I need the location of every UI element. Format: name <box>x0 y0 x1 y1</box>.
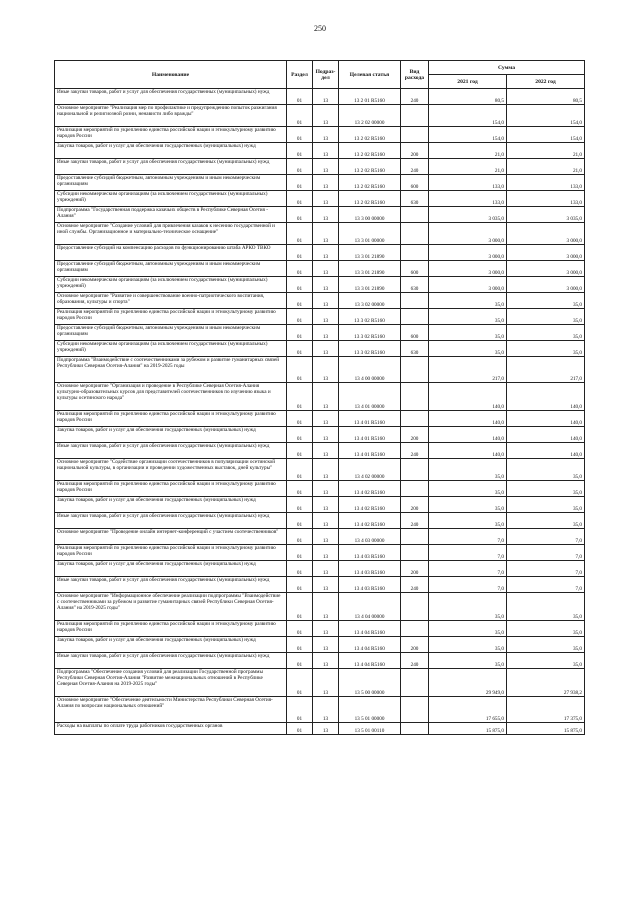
cell-name: Основное мероприятие "Информационное обеспечение реализации подпрограммы "Взаимодействие с соотечественниками за рубежом и развитие гуманитарных связей Республики Северная Осетия-Алания" на 2019-2025 годы" <box>55 593 287 621</box>
cell-s2: 35,0 <box>507 637 585 653</box>
cell-rz: 01 <box>287 127 313 143</box>
cell-s1: 154,0 <box>429 105 507 127</box>
cell-vr: 600 <box>401 261 429 277</box>
cell-s1: 3 000,0 <box>429 277 507 293</box>
cell-name: Субсидии некоммерческим организациям (за исключением государственных (муниципальных) учреждений) <box>55 341 287 357</box>
table-row <box>55 341 585 357</box>
cell-s1: 7,0 <box>429 529 507 545</box>
table-row <box>55 443 585 459</box>
cell-rz: 01 <box>287 223 313 245</box>
cell-s1: 35,0 <box>429 459 507 481</box>
cell-s1: 35,0 <box>429 293 507 309</box>
cell-rz: 01 <box>287 593 313 621</box>
cell-pr: 13 <box>313 529 339 545</box>
cell-cs: 13 2 02 R5160 <box>339 143 401 159</box>
cell-vr <box>401 105 429 127</box>
table-row <box>55 175 585 191</box>
table-row <box>55 577 585 593</box>
header-2021: 2021 год <box>429 75 507 89</box>
cell-cs: 13 5 01 00110 <box>339 723 401 735</box>
cell-s2: 35,0 <box>507 309 585 325</box>
cell-vr: 630 <box>401 277 429 293</box>
cell-name: Субсидии некоммерческим организациям (за исключением государственных (муниципальных) учреждений) <box>55 277 287 293</box>
cell-s2: 133,0 <box>507 175 585 191</box>
cell-s1: 35,0 <box>429 513 507 529</box>
cell-pr: 13 <box>313 427 339 443</box>
cell-cs: 13 4 02 R5160 <box>339 497 401 513</box>
cell-cs: 13 4 01 R5160 <box>339 427 401 443</box>
cell-vr: 200 <box>401 561 429 577</box>
cell-rz: 01 <box>287 497 313 513</box>
cell-name: Реализация мероприятий по укреплению единства российской нации и этнокультурному развитию народов России <box>55 411 287 427</box>
cell-name: Иные закупки товаров, работ и услуг для обеспечения государственных (муниципальных) нужд <box>55 513 287 529</box>
cell-s2: 3 000,0 <box>507 277 585 293</box>
cell-cs: 13 4 02 R5160 <box>339 513 401 529</box>
cell-rz: 01 <box>287 175 313 191</box>
table-row <box>55 223 585 245</box>
cell-vr <box>401 593 429 621</box>
cell-vr <box>401 481 429 497</box>
cell-s2: 140,0 <box>507 383 585 411</box>
cell-name: Основное мероприятие "Организация и проведение в Республике Северная Осетия-Алания культурно-образовательных курсов для представителей соотечественников по изучению языка и культуры осетинского народа" <box>55 383 287 411</box>
cell-pr: 13 <box>313 277 339 293</box>
cell-s2: 7,0 <box>507 529 585 545</box>
cell-s1: 3 000,0 <box>429 261 507 277</box>
cell-cs: 13 2 02 R5160 <box>339 127 401 143</box>
cell-s2: 35,0 <box>507 513 585 529</box>
table-row <box>55 127 585 143</box>
cell-pr: 13 <box>313 191 339 207</box>
cell-name: Реализация мероприятий по укреплению единства российской нации и этнокультурному развитию народов России <box>55 545 287 561</box>
cell-rz: 01 <box>287 89 313 105</box>
cell-vr <box>401 669 429 697</box>
cell-pr: 13 <box>313 357 339 383</box>
table-row <box>55 309 585 325</box>
cell-vr <box>401 309 429 325</box>
cell-cs: 13 3 01 00000 <box>339 223 401 245</box>
cell-rz: 01 <box>287 277 313 293</box>
cell-s2: 217,0 <box>507 357 585 383</box>
table-row <box>55 357 585 383</box>
cell-vr: 240 <box>401 443 429 459</box>
cell-cs: 13 2 02 00000 <box>339 105 401 127</box>
table-row <box>55 245 585 261</box>
header-razdel: Раздел <box>287 61 313 89</box>
cell-s1: 3 035,0 <box>429 207 507 223</box>
cell-s2: 35,0 <box>507 621 585 637</box>
cell-vr <box>401 697 429 723</box>
cell-s1: 35,0 <box>429 497 507 513</box>
cell-cs: 13 4 03 R5160 <box>339 545 401 561</box>
cell-rz: 01 <box>287 577 313 593</box>
cell-rz: 01 <box>287 191 313 207</box>
table-row <box>55 545 585 561</box>
cell-s2: 7,0 <box>507 577 585 593</box>
cell-cs: 13 4 01 R5160 <box>339 443 401 459</box>
cell-vr: 200 <box>401 497 429 513</box>
cell-name: Основное мероприятие "Создание условий для привлечения казаков к несению государственной и иной службы. Организационное и материально-техническое оснащение" <box>55 223 287 245</box>
cell-rz: 01 <box>287 309 313 325</box>
cell-s1: 29 949,0 <box>429 669 507 697</box>
header-vid: Вид расхода <box>401 61 429 89</box>
cell-s1: 154,0 <box>429 127 507 143</box>
cell-name: Основное мероприятие "Реализация мер по профилактике и предупреждению попыток разжигания национальной и религиозной розни, ненависти либо вражды" <box>55 105 287 127</box>
cell-vr: 240 <box>401 577 429 593</box>
cell-name: Предоставление субсидий на компенсацию расходов по функционированию штаба АРКО ТВКО <box>55 245 287 261</box>
cell-pr: 13 <box>313 309 339 325</box>
cell-pr: 13 <box>313 621 339 637</box>
cell-vr <box>401 411 429 427</box>
cell-cs: 13 2 01 R5160 <box>339 89 401 105</box>
cell-pr: 13 <box>313 293 339 309</box>
cell-pr: 13 <box>313 669 339 697</box>
table-row <box>55 105 585 127</box>
cell-name: Подпрограмма "Взаимодействие с соотечественниками за рубежом и развитие гуманитарных связей Республики Северная Осетия-Алания" на 2019-2025 годы <box>55 357 287 383</box>
table-row <box>55 207 585 223</box>
cell-cs: 13 3 01 21890 <box>339 245 401 261</box>
cell-pr: 13 <box>313 105 339 127</box>
cell-rz: 01 <box>287 513 313 529</box>
cell-s1: 7,0 <box>429 545 507 561</box>
cell-vr <box>401 383 429 411</box>
cell-name: Иные закупки товаров, работ и услуг для обеспечения государственных (муниципальных) нужд <box>55 653 287 669</box>
cell-rz: 01 <box>287 529 313 545</box>
cell-s1: 15 875,0 <box>429 723 507 735</box>
table-row <box>55 427 585 443</box>
cell-s1: 35,0 <box>429 653 507 669</box>
cell-pr: 13 <box>313 245 339 261</box>
cell-vr: 600 <box>401 325 429 341</box>
cell-pr: 13 <box>313 637 339 653</box>
cell-name: Реализация мероприятий по укреплению единства российской нации и этнокультурному развитию народов России <box>55 481 287 497</box>
cell-pr: 13 <box>313 261 339 277</box>
cell-s1: 35,0 <box>429 341 507 357</box>
cell-cs: 13 4 03 R5160 <box>339 561 401 577</box>
cell-pr: 13 <box>313 545 339 561</box>
cell-s2: 35,0 <box>507 293 585 309</box>
cell-s1: 35,0 <box>429 621 507 637</box>
cell-s1: 3 000,0 <box>429 245 507 261</box>
cell-vr: 600 <box>401 175 429 191</box>
cell-vr <box>401 293 429 309</box>
cell-cs: 13 4 04 00000 <box>339 593 401 621</box>
table-row <box>55 697 585 723</box>
cell-rz: 01 <box>287 697 313 723</box>
cell-s1: 140,0 <box>429 443 507 459</box>
cell-vr <box>401 357 429 383</box>
cell-s1: 35,0 <box>429 637 507 653</box>
cell-s1: 140,0 <box>429 427 507 443</box>
cell-name: Предоставление субсидий бюджетным, автономным учреждениям и иным некоммерческим организациям <box>55 261 287 277</box>
table-row <box>55 261 585 277</box>
cell-rz: 01 <box>287 545 313 561</box>
cell-vr <box>401 723 429 735</box>
table-row <box>55 191 585 207</box>
cell-s2: 35,0 <box>507 593 585 621</box>
cell-pr: 13 <box>313 443 339 459</box>
cell-cs: 13 3 00 00000 <box>339 207 401 223</box>
cell-s1: 17 655,0 <box>429 697 507 723</box>
cell-vr <box>401 545 429 561</box>
cell-pr: 13 <box>313 593 339 621</box>
cell-s2: 3 000,0 <box>507 245 585 261</box>
cell-pr: 13 <box>313 577 339 593</box>
cell-pr: 13 <box>313 143 339 159</box>
cell-rz: 01 <box>287 653 313 669</box>
table-row <box>55 293 585 309</box>
table-row <box>55 277 585 293</box>
cell-cs: 13 3 02 R5160 <box>339 341 401 357</box>
cell-cs: 13 4 01 00000 <box>339 383 401 411</box>
cell-s1: 133,0 <box>429 175 507 191</box>
cell-s2: 21,0 <box>507 159 585 175</box>
cell-cs: 13 5 01 00000 <box>339 697 401 723</box>
cell-cs: 13 3 02 R5160 <box>339 309 401 325</box>
header-summa: Сумма <box>429 61 585 75</box>
table-row <box>55 513 585 529</box>
cell-cs: 13 4 04 R5160 <box>339 621 401 637</box>
cell-s1: 80,5 <box>429 89 507 105</box>
cell-s1: 217,0 <box>429 357 507 383</box>
cell-vr <box>401 459 429 481</box>
cell-pr: 13 <box>313 383 339 411</box>
table-row <box>55 653 585 669</box>
cell-s2: 35,0 <box>507 653 585 669</box>
cell-name: Иные закупки товаров, работ и услуг для обеспечения государственных (муниципальных) нужд <box>55 443 287 459</box>
cell-rz: 01 <box>287 669 313 697</box>
cell-s2: 35,0 <box>507 325 585 341</box>
table-row <box>55 383 585 411</box>
cell-rz: 01 <box>287 411 313 427</box>
cell-s1: 35,0 <box>429 481 507 497</box>
cell-s1: 7,0 <box>429 561 507 577</box>
cell-rz: 01 <box>287 207 313 223</box>
cell-s2: 15 875,0 <box>507 723 585 735</box>
table-row <box>55 669 585 697</box>
cell-vr: 200 <box>401 637 429 653</box>
cell-name: Закупка товаров, работ и услуг для обеспечения государственных (муниципальных) нужд <box>55 427 287 443</box>
cell-cs: 13 4 02 R5160 <box>339 481 401 497</box>
cell-vr <box>401 223 429 245</box>
cell-rz: 01 <box>287 357 313 383</box>
cell-s1: 7,0 <box>429 577 507 593</box>
table-row <box>55 593 585 621</box>
table-row <box>55 529 585 545</box>
table-row <box>55 325 585 341</box>
cell-name: Основное мероприятие "Содействие организации соотечественников в популяризации осетинской национальной культуры, в организации и проведении художественных выставок, дней культуры" <box>55 459 287 481</box>
cell-vr: 200 <box>401 427 429 443</box>
cell-rz: 01 <box>287 143 313 159</box>
cell-rz: 01 <box>287 459 313 481</box>
cell-rz: 01 <box>287 341 313 357</box>
cell-vr: 240 <box>401 159 429 175</box>
table-row <box>55 159 585 175</box>
cell-name: Иные закупки товаров, работ и услуг для обеспечения государственных (муниципальных) нужд <box>55 577 287 593</box>
header-name: Наименование <box>55 61 287 89</box>
cell-rz: 01 <box>287 637 313 653</box>
cell-rz: 01 <box>287 621 313 637</box>
cell-cs: 13 4 03 R5160 <box>339 577 401 593</box>
cell-s2: 35,0 <box>507 341 585 357</box>
table-row <box>55 89 585 105</box>
cell-cs: 13 4 03 00000 <box>339 529 401 545</box>
cell-s2: 154,0 <box>507 105 585 127</box>
cell-s1: 35,0 <box>429 309 507 325</box>
cell-s1: 3 000,0 <box>429 223 507 245</box>
cell-pr: 13 <box>313 223 339 245</box>
cell-s2: 140,0 <box>507 443 585 459</box>
cell-cs: 13 2 02 R5160 <box>339 191 401 207</box>
cell-cs: 13 3 01 21890 <box>339 277 401 293</box>
cell-cs: 13 4 01 R5160 <box>339 411 401 427</box>
header-2022: 2022 год <box>507 75 585 89</box>
cell-vr: 630 <box>401 191 429 207</box>
cell-s2: 154,0 <box>507 127 585 143</box>
cell-pr: 13 <box>313 653 339 669</box>
cell-cs: 13 4 02 00000 <box>339 459 401 481</box>
cell-s1: 133,0 <box>429 191 507 207</box>
cell-cs: 13 4 04 R5160 <box>339 653 401 669</box>
cell-rz: 01 <box>287 325 313 341</box>
cell-s1: 35,0 <box>429 593 507 621</box>
cell-s1: 140,0 <box>429 411 507 427</box>
cell-rz: 01 <box>287 481 313 497</box>
cell-vr: 200 <box>401 143 429 159</box>
cell-rz: 01 <box>287 723 313 735</box>
cell-name: Субсидии некоммерческим организациям (за исключением государственных (муниципальных) учреждений) <box>55 191 287 207</box>
cell-name: Подпрограмма "Государственная поддержка казачьих обществ в Республике Северная Осетия - Алания" <box>55 207 287 223</box>
cell-cs: 13 4 04 R5160 <box>339 637 401 653</box>
cell-rz: 01 <box>287 383 313 411</box>
cell-pr: 13 <box>313 513 339 529</box>
cell-vr <box>401 127 429 143</box>
cell-pr: 13 <box>313 175 339 191</box>
cell-vr: 240 <box>401 89 429 105</box>
cell-rz: 01 <box>287 245 313 261</box>
cell-s1: 35,0 <box>429 325 507 341</box>
table-row <box>55 411 585 427</box>
cell-name: Основное мероприятие "Проведение онлайн интернет-конференций с участием соотечественников" <box>55 529 287 545</box>
cell-cs: 13 2 02 R5160 <box>339 159 401 175</box>
cell-pr: 13 <box>313 89 339 105</box>
cell-name: Предоставление субсидий бюджетным, автономным учреждениям и иным некоммерческим организациям <box>55 325 287 341</box>
table-row <box>55 723 585 735</box>
cell-pr: 13 <box>313 341 339 357</box>
cell-name: Иные закупки товаров, работ и услуг для обеспечения государственных (муниципальных) нужд <box>55 89 287 105</box>
table-row <box>55 637 585 653</box>
header-podrazdel: Подраз-дел <box>313 61 339 89</box>
cell-rz: 01 <box>287 443 313 459</box>
header-target: Целевая статья <box>339 61 401 89</box>
cell-cs: 13 3 02 R5160 <box>339 325 401 341</box>
cell-s2: 35,0 <box>507 481 585 497</box>
page-number: 250 <box>314 24 326 33</box>
table-row <box>55 561 585 577</box>
table-row <box>55 143 585 159</box>
cell-name: Закупка товаров, работ и услуг для обеспечения государственных (муниципальных) нужд <box>55 143 287 159</box>
cell-name: Реализация мероприятий по укреплению единства российской нации и этнокультурному развитию народов России <box>55 127 287 143</box>
cell-vr: 240 <box>401 513 429 529</box>
cell-name: Закупка товаров, работ и услуг для обеспечения государственных (муниципальных) нужд <box>55 561 287 577</box>
table-row <box>55 459 585 481</box>
cell-vr <box>401 245 429 261</box>
cell-rz: 01 <box>287 293 313 309</box>
budget-table <box>54 60 585 735</box>
cell-name: Реализация мероприятий по укреплению единства российской нации и этнокультурному развитию народов России <box>55 621 287 637</box>
cell-s2: 7,0 <box>507 545 585 561</box>
cell-cs: 13 4 00 00000 <box>339 357 401 383</box>
cell-s2: 35,0 <box>507 497 585 513</box>
cell-rz: 01 <box>287 561 313 577</box>
cell-pr: 13 <box>313 481 339 497</box>
cell-cs: 13 5 00 00000 <box>339 669 401 697</box>
cell-s1: 21,0 <box>429 143 507 159</box>
cell-pr: 13 <box>313 459 339 481</box>
cell-name: Закупка товаров, работ и услуг для обеспечения государственных (муниципальных) нужд <box>55 637 287 653</box>
cell-rz: 01 <box>287 105 313 127</box>
cell-s2: 21,0 <box>507 143 585 159</box>
cell-s2: 80,5 <box>507 89 585 105</box>
cell-pr: 13 <box>313 159 339 175</box>
cell-name: Закупка товаров, работ и услуг для обеспечения государственных (муниципальных) нужд <box>55 497 287 513</box>
cell-pr: 13 <box>313 497 339 513</box>
cell-s2: 35,0 <box>507 459 585 481</box>
cell-vr: 630 <box>401 341 429 357</box>
cell-cs: 13 3 02 00000 <box>339 293 401 309</box>
cell-s2: 3 000,0 <box>507 223 585 245</box>
cell-name: Предоставление субсидий бюджетным, автономным учреждениям и иным некоммерческим организациям <box>55 175 287 191</box>
cell-s2: 3 035,0 <box>507 207 585 223</box>
cell-cs: 13 2 02 R5160 <box>339 175 401 191</box>
cell-s1: 21,0 <box>429 159 507 175</box>
cell-s1: 140,0 <box>429 383 507 411</box>
cell-cs: 13 3 01 21890 <box>339 261 401 277</box>
table-row <box>55 497 585 513</box>
cell-s2: 140,0 <box>507 411 585 427</box>
cell-s2: 133,0 <box>507 191 585 207</box>
cell-rz: 01 <box>287 159 313 175</box>
cell-pr: 13 <box>313 127 339 143</box>
table-row <box>55 621 585 637</box>
cell-pr: 13 <box>313 411 339 427</box>
cell-s2: 7,0 <box>507 561 585 577</box>
cell-s2: 140,0 <box>507 427 585 443</box>
cell-name: Расходы на выплаты по оплате труда работников государственных органов <box>55 723 287 735</box>
cell-pr: 13 <box>313 325 339 341</box>
cell-s2: 27 938,2 <box>507 669 585 697</box>
cell-name: Реализация мероприятий по укреплению единства российской нации и этнокультурному развитию народов России <box>55 309 287 325</box>
cell-rz: 01 <box>287 261 313 277</box>
cell-vr <box>401 529 429 545</box>
cell-pr: 13 <box>313 207 339 223</box>
table-body <box>55 89 585 735</box>
cell-vr: 240 <box>401 653 429 669</box>
cell-rz: 01 <box>287 427 313 443</box>
table-row <box>55 481 585 497</box>
cell-vr <box>401 207 429 223</box>
cell-pr: 13 <box>313 723 339 735</box>
cell-name: Основное мероприятие "Обеспечение деятельности Министерства Республики Северная Осетия-Алания по вопросам национальных отношений" <box>55 697 287 723</box>
cell-pr: 13 <box>313 697 339 723</box>
cell-vr <box>401 621 429 637</box>
cell-pr: 13 <box>313 561 339 577</box>
cell-s2: 3 000,0 <box>507 261 585 277</box>
cell-name: Основное мероприятие "Развитие и совершенствование военно-патриотического воспитания, образования, культуры и спорта" <box>55 293 287 309</box>
cell-s2: 17 375,0 <box>507 697 585 723</box>
cell-name: Иные закупки товаров, работ и услуг для обеспечения государственных (муниципальных) нужд <box>55 159 287 175</box>
cell-name: Подпрограмма "Обеспечение создания условий для реализации Государственной программы Республики Северная Осетия-Алания "Развитие межнациональных отношений в Республике Северная Осетия-Алания на 2019-2025 годы" <box>55 669 287 697</box>
